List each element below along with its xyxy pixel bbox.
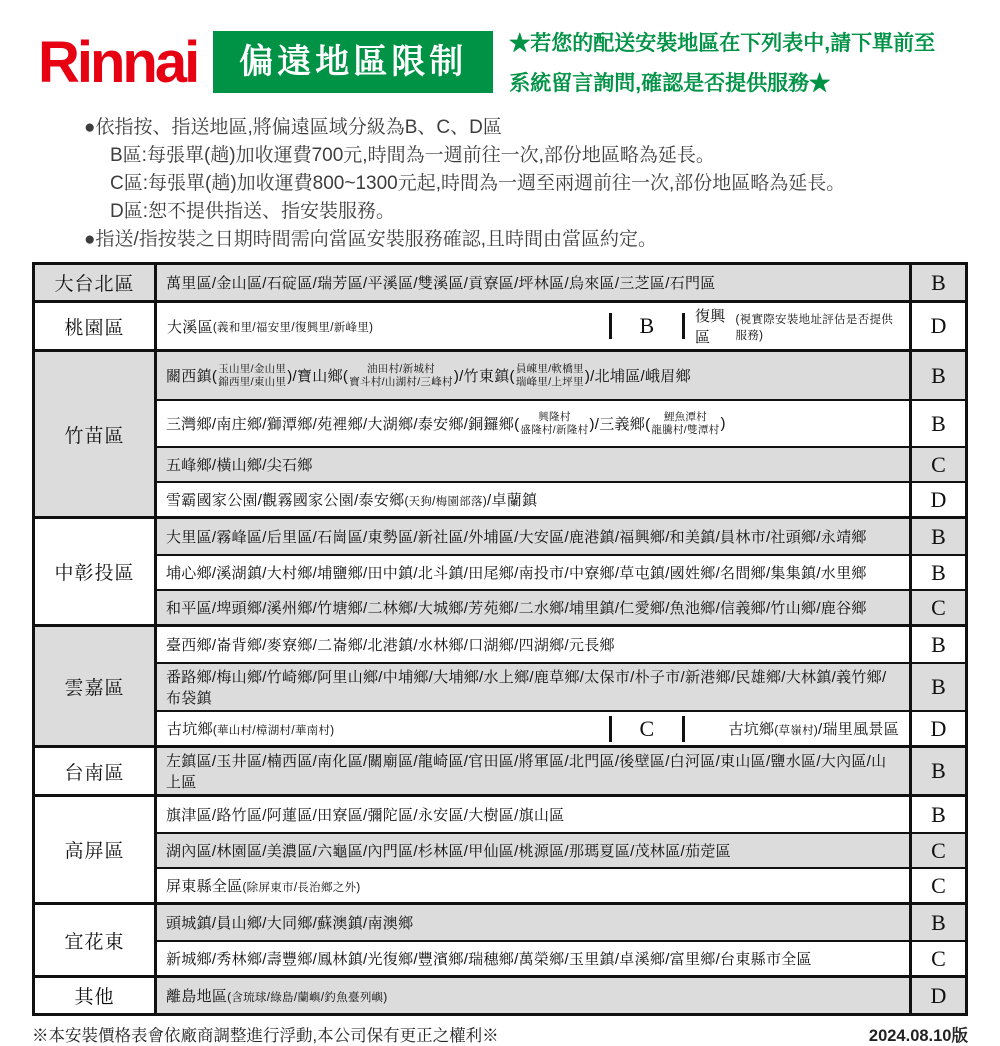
grade-cell: B	[909, 352, 965, 399]
area-text: 離島地區	[166, 988, 228, 1006]
note-line: D區:恕不提供指送、指安裝服務。	[110, 201, 396, 223]
area-text: 萬里區/金山區/石碇區/瑞芳區/平溪區/雙溪區/貢寮區/坪林區/烏來區/三芝區/石門區	[166, 275, 716, 293]
group-rows	[157, 748, 965, 794]
grade-cell: C	[909, 591, 965, 624]
table-row	[157, 519, 965, 554]
area-text: 埔心鄉/溪湖鎮/大村鄉/埔鹽鄉/田中鎮/北斗鎮/田尾鄉/南投市/中寮鄉/草屯鎮/國姓鄉/名間鄉/集集鎮/水里鄉	[166, 565, 867, 583]
area-text: 和平區/埤頭鄉/溪州鄉/竹塘鄉/二林鄉/大城鄉/芳苑鄉/二水鄉/埔里鎮/仁愛鄉/魚池鄉/信義鄉/竹山鄉/鹿谷鄉	[166, 600, 867, 618]
area-text: 關西鎮(	[166, 368, 218, 386]
group-label: 竹苗區	[35, 352, 157, 516]
row-areas-right	[685, 303, 909, 349]
sub-grade-cell: C	[609, 716, 685, 742]
table-row	[157, 265, 965, 300]
note-line: ●依指按、指送地區,將偏遠區域分級為B、C、D區	[84, 116, 502, 138]
grade-cell: B	[909, 748, 965, 794]
village-stack-line: 玉山里/金山里	[218, 363, 287, 376]
group-rows	[157, 519, 965, 624]
area-note: (草嶺村)	[774, 724, 819, 737]
grade-cell: B	[909, 664, 965, 710]
row-areas	[157, 519, 909, 554]
note-line: ●指送/指按裝之日期時間需向當區安裝服務確認,且時間由當區約定。	[84, 229, 658, 251]
sub-grade-cell: B	[609, 313, 685, 339]
area-note: (義和里/福安里/復興里/新峰里)	[212, 322, 374, 335]
area-text: 左鎮區/玉井區/楠西區/南化區/關廟區/龍崎區/官田區/將軍區/北門區/後壁區/白河區/東山區/鹽水區/大內區/山上區	[166, 753, 887, 792]
area-text: )/三義鄉(	[589, 416, 651, 434]
table-row	[157, 710, 965, 745]
village-stack-line: 瑞峰里/上坪里	[515, 375, 584, 388]
row-areas	[157, 712, 909, 745]
row-areas	[157, 352, 909, 399]
notice-line-1: ★若您的配送安裝地區在下列表中,請下單前至	[509, 32, 936, 55]
area-text: 古坑鄉	[167, 721, 213, 739]
area-text: /卓蘭鎮	[487, 492, 538, 510]
group-rows	[157, 303, 965, 349]
grade-cell: B	[909, 797, 965, 832]
table-group	[35, 349, 965, 516]
grade-cell: D	[909, 978, 965, 1013]
grade-cell: D	[909, 712, 965, 745]
table-group	[35, 902, 965, 975]
row-areas	[157, 905, 909, 940]
notes-section	[84, 114, 1000, 255]
table-group	[35, 745, 965, 794]
village-stack	[520, 411, 588, 436]
village-stack-line: 盛隆村/新隆村	[520, 423, 589, 436]
area-text: 新城鄉/秀林鄉/壽豐鄉/鳳林鎮/光復鄉/豐濱鄉/瑞穗鄉/萬榮鄉/玉里鎮/卓溪鄉/富里鄉/台東縣市全區	[166, 951, 812, 969]
area-text: 番路鄉/梅山鄉/竹崎鄉/阿里山鄉/中埔鄉/大埔鄉/水上鄉/鹿草鄉/太保市/朴子市/新港鄉/民雄鄉/大林鎮/義竹鄉/布袋鎮	[166, 669, 887, 708]
row-areas	[157, 748, 909, 794]
table-row	[157, 399, 965, 446]
grade-cell: C	[909, 834, 965, 867]
table-row	[157, 352, 965, 399]
table-group	[35, 516, 965, 624]
group-label: 桃園區	[35, 303, 157, 349]
group-rows	[157, 797, 965, 902]
area-text: 大溪區	[167, 318, 213, 336]
area-text: 五峰鄉/橫山鄉/尖石鄉	[166, 457, 313, 475]
grade-cell: C	[909, 942, 965, 975]
area-text: )/竹東鎮(	[453, 368, 515, 386]
area-text: 臺西鄉/崙背鄉/麥寮鄉/二崙鄉/北港鎮/水林鄉/口湖鄉/四湖鄉/元長鄉	[166, 637, 615, 655]
area-text: 三灣鄉/南庄鄉/獅潭鄉/苑裡鄉/大湖鄉/泰安鄉/銅鑼鄉(	[166, 416, 520, 434]
row-areas-left	[157, 716, 609, 741]
row-areas	[157, 448, 909, 481]
grade-cell: B	[909, 627, 965, 662]
area-text: 屏東縣全區	[166, 878, 243, 896]
village-stack-line: 龍騰村/雙潭村	[651, 423, 720, 436]
area-text: )/北埔區/峨眉鄉	[584, 368, 691, 386]
row-areas	[157, 627, 909, 662]
group-label: 雲嘉區	[35, 627, 157, 745]
grade-cell: C	[909, 448, 965, 481]
region-table	[32, 262, 968, 1016]
grade-cell: B	[909, 519, 965, 554]
note-line: B區:每張單(趟)加收運費700元,時間為一週前往一次,部份地區略為延長。	[110, 144, 715, 166]
village-stack-line: 興隆村	[538, 411, 571, 424]
grade-cell: C	[909, 869, 965, 902]
table-row	[157, 905, 965, 940]
row-areas	[157, 834, 909, 867]
area-text: 大里區/霧峰區/后里區/石崗區/東勢區/新社區/外埔區/大安區/鹿港鎮/福興鄉/和美鎮/員林市/社頭鄉/永靖鄉	[166, 529, 867, 547]
row-areas	[157, 869, 909, 902]
village-stack-line: 員崠里/軟橋里	[515, 363, 584, 376]
grade-cell: B	[909, 556, 965, 589]
footer	[32, 1022, 968, 1046]
table-group	[35, 300, 965, 349]
version-label: 2024.08.10版	[868, 1027, 968, 1046]
area-text: 湖內區/林園區/美濃區/六龜區/內門區/杉林區/甲仙區/桃源區/那瑪夏區/茂林區/茄萣區	[166, 843, 731, 861]
row-areas	[157, 303, 909, 349]
table-group	[35, 624, 965, 745]
row-areas	[157, 483, 909, 516]
row-areas	[157, 797, 909, 832]
table-row	[157, 589, 965, 624]
row-areas	[157, 942, 909, 975]
area-text: /瑞里風景區	[818, 721, 899, 739]
table-row	[157, 940, 965, 975]
grade-cell: D	[909, 303, 965, 349]
table-row	[157, 627, 965, 662]
area-text: 古坑鄉	[728, 721, 775, 739]
row-areas	[157, 265, 909, 300]
header	[0, 14, 1000, 104]
area-text: )/寶山鄉(	[287, 368, 349, 386]
area-text: 雪霸國家公園/觀霧國家公園/泰安鄉	[166, 492, 405, 510]
group-label: 大台北區	[35, 265, 157, 300]
village-stack-line: 鯉魚潭村	[663, 411, 708, 424]
table-group	[35, 265, 965, 300]
remote-area-badge: 偏遠地區限制	[213, 31, 493, 93]
grade-cell: B	[909, 265, 965, 300]
area-note: (天狗/梅園部落)	[404, 495, 487, 508]
table-row	[157, 832, 965, 867]
village-stack	[349, 363, 453, 388]
table-row	[157, 978, 965, 1013]
table-row	[157, 303, 965, 349]
table-row	[157, 867, 965, 902]
group-label: 其他	[35, 978, 157, 1013]
area-text: 頭城鎮/員山鄉/大同鄉/蘇澳鎮/南澳鄉	[166, 915, 414, 933]
rinnai-logo: Rinnai	[38, 29, 198, 95]
table-row	[157, 662, 965, 710]
table-row	[157, 446, 965, 481]
group-rows	[157, 627, 965, 745]
village-stack	[516, 363, 584, 388]
group-rows	[157, 978, 965, 1013]
group-rows	[157, 352, 965, 516]
table-row	[157, 748, 965, 794]
note-line: C區:每張單(趟)加收運費800~1300元起,時間為一週至兩週前往一次,部份地區略為延長。	[110, 173, 846, 194]
group-label: 中彰投區	[35, 519, 157, 624]
table-row	[157, 797, 965, 832]
table-group	[35, 794, 965, 902]
area-text: 旗津區/路竹區/阿蓮區/田寮區/彌陀區/永安區/大樹區/旗山區	[166, 807, 565, 825]
row-areas	[157, 591, 909, 624]
notice-text	[509, 20, 935, 104]
table-row	[157, 481, 965, 516]
group-label: 高屏區	[35, 797, 157, 902]
table-group	[35, 975, 965, 1013]
village-stack-line: 寶斗村/山湖村/三峰村	[349, 375, 453, 388]
grade-cell: D	[909, 483, 965, 516]
footer-disclaimer: ※本安裝價格表會依廠商調整進行浮動,本公司保有更正之權利※	[32, 1027, 499, 1046]
group-label: 台南區	[35, 748, 157, 794]
row-areas-left	[157, 314, 609, 339]
area-text: 復興區	[695, 308, 726, 347]
area-text: )	[720, 415, 726, 433]
village-stack-line: 油田村/新城村	[367, 363, 436, 376]
area-note: (華山村/樟湖村/華南村)	[212, 724, 335, 737]
group-label: 宜花東	[35, 905, 157, 975]
area-note: (除屏東市/長治鄉之外)	[242, 881, 361, 894]
group-rows	[157, 265, 965, 300]
area-note: (視實際安裝地址評估是否提供服務)	[735, 314, 894, 343]
grade-cell: B	[909, 401, 965, 446]
village-stack	[218, 363, 286, 388]
area-note: (含琉球/綠島/蘭嶼/釣魚臺列嶼)	[227, 991, 388, 1004]
row-areas	[157, 978, 909, 1013]
village-stack	[651, 411, 719, 436]
grade-cell: B	[909, 905, 965, 940]
group-rows	[157, 905, 965, 975]
notice-line-2: 系統留言詢問,確認是否提供服務★	[509, 71, 831, 95]
row-areas-right	[685, 716, 909, 741]
row-areas	[157, 556, 909, 589]
table-row	[157, 554, 965, 589]
row-areas	[157, 664, 909, 710]
village-stack-line: 錦西里/東山里	[218, 375, 287, 388]
row-areas	[157, 401, 909, 446]
